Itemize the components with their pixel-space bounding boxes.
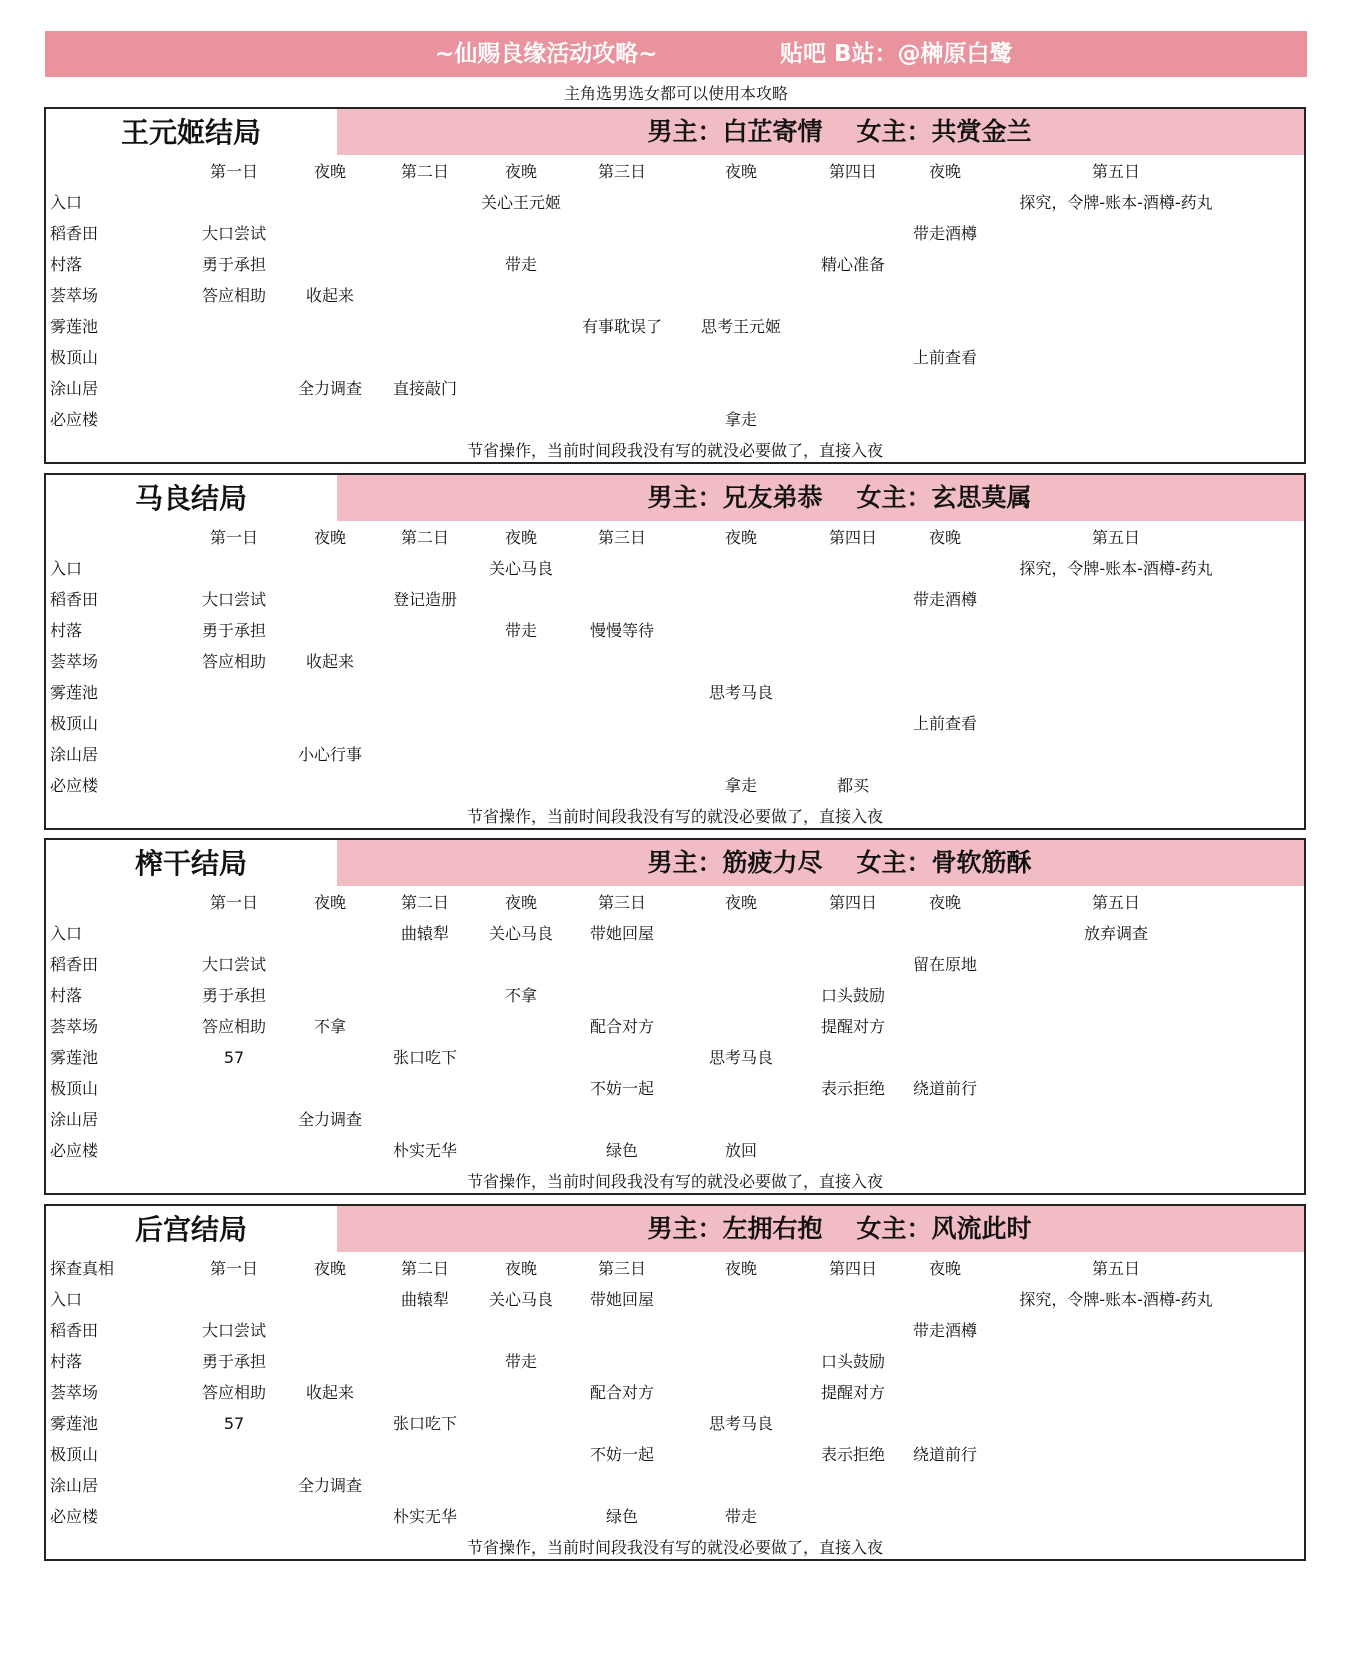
location-row — [46, 949, 1304, 980]
choice-cell: 上前查看 — [912, 714, 978, 733]
choice-cell: 思考马良 — [708, 1414, 774, 1433]
choice-cell: 关心马良 — [488, 1290, 554, 1309]
location-label: 极顶山 — [50, 348, 99, 367]
page-subtitle: 主角选男选女都可以使用本攻略 — [563, 84, 788, 103]
day-header: 第三日 — [597, 1259, 647, 1278]
choice-cell: 登记造册 — [392, 590, 458, 609]
location-label: 荟萃场 — [50, 1383, 99, 1402]
day-header: 夜晚 — [724, 893, 758, 912]
choice-cell: 小心行事 — [297, 745, 363, 764]
choice-cell: 直接敲门 — [392, 379, 458, 398]
route-band — [337, 109, 1304, 155]
choice-cell: 大口尝试 — [201, 590, 267, 609]
location-label: 村落 — [50, 1352, 83, 1371]
choice-cell: 拿走 — [724, 776, 758, 795]
author-credit: 贴吧 B站：@榊原白鹭 — [780, 41, 1013, 67]
location-row — [46, 770, 1304, 801]
choice-cell: 不拿 — [313, 1017, 347, 1036]
choice-cell: 朴实无华 — [392, 1507, 458, 1526]
day-header: 夜晚 — [313, 1259, 347, 1278]
location-label: 必应楼 — [50, 1507, 99, 1526]
choice-cell: 答应相助 — [201, 1383, 267, 1402]
location-label: 雾莲池 — [50, 1048, 99, 1067]
section-title: 后宫结局 — [134, 1213, 247, 1246]
location-label: 必应楼 — [50, 410, 99, 429]
day-header: 第二日 — [400, 528, 450, 547]
ending-section — [44, 838, 1306, 1195]
location-label: 村落 — [50, 986, 83, 1005]
route-band — [337, 840, 1304, 886]
route-names — [337, 840, 1304, 886]
location-row — [46, 1439, 1304, 1470]
day-header: 夜晚 — [504, 893, 538, 912]
choice-cell: 关心马良 — [488, 559, 554, 578]
day-header: 夜晚 — [724, 528, 758, 547]
female-route: 女主：玄思莫属 — [856, 483, 1032, 512]
location-label: 必应楼 — [50, 1141, 99, 1160]
section-footer-note: 节省操作，当前时间段我没有写的就没必要做了，直接入夜 — [466, 1172, 883, 1191]
day-header-row — [46, 1253, 1304, 1284]
section-footer-note: 节省操作，当前时间段我没有写的就没必要做了，直接入夜 — [466, 441, 883, 460]
section-title: 马良结局 — [134, 482, 247, 515]
location-label: 涂山居 — [50, 1110, 99, 1129]
choice-cell: 大口尝试 — [201, 224, 267, 243]
location-row — [46, 918, 1304, 949]
choice-cell: 思考王元姬 — [700, 317, 782, 336]
location-label: 入口 — [50, 924, 83, 943]
choice-cell: 全力调查 — [297, 1110, 363, 1129]
location-row — [46, 1011, 1304, 1042]
ending-section — [44, 473, 1306, 830]
choice-cell: 口头鼓励 — [820, 986, 886, 1005]
location-label: 稻香田 — [50, 590, 99, 609]
location-row — [46, 1104, 1304, 1135]
day-header-row — [46, 156, 1304, 187]
choice-cell: 配合对方 — [589, 1383, 655, 1402]
choice-cell: 带走酒樽 — [912, 590, 978, 609]
choice-cell: 勇于承担 — [201, 621, 267, 640]
day-header: 夜晚 — [928, 528, 962, 547]
location-row — [46, 739, 1304, 770]
location-row — [46, 1073, 1304, 1104]
location-label: 雾莲池 — [50, 1414, 99, 1433]
day-header: 夜晚 — [724, 162, 758, 181]
day-header: 夜晚 — [928, 162, 962, 181]
location-row — [46, 708, 1304, 739]
location-row — [46, 342, 1304, 373]
location-row — [46, 553, 1304, 584]
section-title: 榨干结局 — [134, 847, 247, 880]
choice-cell: 配合对方 — [589, 1017, 655, 1036]
title-banner — [45, 31, 1307, 77]
location-row — [46, 218, 1304, 249]
choice-cell: 曲辕犁 — [400, 1290, 450, 1309]
choice-cell: 探究，令牌-账本-酒樽-药丸 — [1019, 193, 1213, 212]
choice-cell: 答应相助 — [201, 652, 267, 671]
day-header: 第二日 — [400, 893, 450, 912]
location-row — [46, 1284, 1304, 1315]
choice-cell: 放弃调查 — [1083, 924, 1149, 943]
choice-cell: 带走 — [504, 255, 538, 274]
location-label: 村落 — [50, 255, 83, 274]
choice-cell: 思考马良 — [708, 1048, 774, 1067]
day-header: 第二日 — [400, 1259, 450, 1278]
location-row — [46, 615, 1304, 646]
location-row — [46, 1315, 1304, 1346]
choice-cell: 张口吃下 — [392, 1048, 458, 1067]
male-route: 男主：兄友弟恭 — [647, 483, 823, 512]
choice-cell: 提醒对方 — [820, 1383, 886, 1402]
female-route: 女主：骨软筋酥 — [856, 848, 1032, 877]
corner-label: 探查真相 — [50, 1259, 115, 1278]
choice-cell: 大口尝试 — [201, 955, 267, 974]
choice-cell: 57 — [223, 1048, 245, 1067]
day-header: 第一日 — [209, 1259, 259, 1278]
location-row — [46, 280, 1304, 311]
location-label: 涂山居 — [50, 745, 99, 764]
choice-cell: 绿色 — [605, 1507, 639, 1526]
day-header-row — [46, 522, 1304, 553]
day-header: 第五日 — [1091, 528, 1141, 547]
choice-cell: 探究，令牌-账本-酒樽-药丸 — [1019, 559, 1213, 578]
day-header: 夜晚 — [504, 528, 538, 547]
choice-cell: 思考马良 — [708, 683, 774, 702]
choice-cell: 勇于承担 — [201, 986, 267, 1005]
female-route: 女主：风流此时 — [856, 1214, 1032, 1243]
choice-cell: 有事耽误了 — [581, 317, 663, 336]
location-label: 必应楼 — [50, 776, 99, 795]
choice-cell: 不妨一起 — [589, 1445, 655, 1464]
location-label: 稻香田 — [50, 1321, 99, 1340]
location-row — [46, 311, 1304, 342]
choice-cell: 大口尝试 — [201, 1321, 267, 1340]
route-band — [337, 475, 1304, 521]
choice-cell: 收起来 — [305, 286, 355, 305]
day-header: 第五日 — [1091, 162, 1141, 181]
day-header: 第一日 — [209, 162, 259, 181]
choice-cell: 全力调查 — [297, 379, 363, 398]
choice-cell: 曲辕犁 — [400, 924, 450, 943]
day-header: 第四日 — [828, 528, 878, 547]
location-label: 稻香田 — [50, 955, 99, 974]
location-row — [46, 980, 1304, 1011]
choice-cell: 上前查看 — [912, 348, 978, 367]
choice-cell: 都买 — [836, 776, 870, 795]
ending-section — [44, 1204, 1306, 1561]
route-names — [337, 475, 1304, 521]
location-label: 入口 — [50, 559, 83, 578]
choice-cell: 全力调查 — [297, 1476, 363, 1495]
day-header: 夜晚 — [724, 1259, 758, 1278]
route-names — [337, 1206, 1304, 1252]
day-header: 第四日 — [828, 1259, 878, 1278]
choice-cell: 提醒对方 — [820, 1017, 886, 1036]
choice-cell: 带她回屋 — [589, 1290, 655, 1309]
location-label: 涂山居 — [50, 1476, 99, 1495]
day-header: 第二日 — [400, 162, 450, 181]
choice-cell: 张口吃下 — [392, 1414, 458, 1433]
choice-cell: 带走 — [504, 621, 538, 640]
choice-cell: 带走 — [724, 1507, 758, 1526]
location-label: 荟萃场 — [50, 1017, 99, 1036]
location-row — [46, 1042, 1304, 1073]
choice-cell: 关心王元姬 — [480, 193, 562, 212]
choice-cell: 带走 — [504, 1352, 538, 1371]
location-label: 荟萃场 — [50, 652, 99, 671]
location-row — [46, 584, 1304, 615]
choice-cell: 57 — [223, 1414, 245, 1433]
choice-cell: 探究，令牌-账本-酒樽-药丸 — [1019, 1290, 1213, 1309]
female-route: 女主：共赏金兰 — [856, 117, 1032, 146]
day-header: 夜晚 — [313, 893, 347, 912]
location-row — [46, 677, 1304, 708]
location-label: 极顶山 — [50, 1445, 99, 1464]
location-label: 入口 — [50, 193, 83, 212]
day-header: 第三日 — [597, 893, 647, 912]
day-header: 第三日 — [597, 162, 647, 181]
day-header: 夜晚 — [504, 162, 538, 181]
choice-cell: 表示拒绝 — [820, 1079, 886, 1098]
choice-cell: 朴实无华 — [392, 1141, 458, 1160]
choice-cell: 收起来 — [305, 1383, 355, 1402]
choice-cell: 收起来 — [305, 652, 355, 671]
choice-cell: 绿色 — [605, 1141, 639, 1160]
choice-cell: 不拿 — [504, 986, 538, 1005]
choice-cell: 放回 — [724, 1141, 758, 1160]
location-row — [46, 1377, 1304, 1408]
location-label: 稻香田 — [50, 224, 99, 243]
day-header: 第一日 — [209, 893, 259, 912]
day-header: 第五日 — [1091, 893, 1141, 912]
location-label: 入口 — [50, 1290, 83, 1309]
day-header: 第四日 — [828, 162, 878, 181]
location-label: 村落 — [50, 621, 83, 640]
location-row — [46, 249, 1304, 280]
location-row — [46, 373, 1304, 404]
location-label: 雾莲池 — [50, 317, 99, 336]
choice-cell: 绕道前行 — [912, 1445, 978, 1464]
location-label: 涂山居 — [50, 379, 99, 398]
section-title: 王元姬结局 — [120, 116, 261, 149]
choice-cell: 口头鼓励 — [820, 1352, 886, 1371]
choice-cell: 带走酒樽 — [912, 1321, 978, 1340]
choice-cell: 慢慢等待 — [589, 621, 655, 640]
day-header: 夜晚 — [504, 1259, 538, 1278]
choice-cell: 答应相助 — [201, 286, 267, 305]
route-band — [337, 1206, 1304, 1252]
day-header: 夜晚 — [928, 1259, 962, 1278]
male-route: 男主：左拥右抱 — [647, 1214, 823, 1243]
choice-cell: 勇于承担 — [201, 255, 267, 274]
location-row — [46, 187, 1304, 218]
location-label: 极顶山 — [50, 714, 99, 733]
location-row — [46, 1501, 1304, 1532]
choice-cell: 表示拒绝 — [820, 1445, 886, 1464]
location-row — [46, 646, 1304, 677]
page-title: ~仙赐良缘活动攻略~ — [435, 41, 658, 67]
day-header: 夜晚 — [313, 528, 347, 547]
choice-cell: 带走酒樽 — [912, 224, 978, 243]
location-label: 雾莲池 — [50, 683, 99, 702]
male-route: 男主：筋疲力尽 — [647, 848, 823, 877]
location-row — [46, 1346, 1304, 1377]
day-header-row — [46, 887, 1304, 918]
route-names — [337, 109, 1304, 155]
location-row — [46, 1135, 1304, 1166]
day-header: 夜晚 — [928, 893, 962, 912]
day-header: 第五日 — [1091, 1259, 1141, 1278]
location-label: 荟萃场 — [50, 286, 99, 305]
day-header: 第一日 — [209, 528, 259, 547]
choice-cell: 留在原地 — [912, 955, 978, 974]
location-row — [46, 1408, 1304, 1439]
choice-cell: 带她回屋 — [589, 924, 655, 943]
section-footer-note: 节省操作，当前时间段我没有写的就没必要做了，直接入夜 — [466, 1538, 883, 1557]
choice-cell: 拿走 — [724, 410, 758, 429]
choice-cell: 关心马良 — [488, 924, 554, 943]
choice-cell: 绕道前行 — [912, 1079, 978, 1098]
choice-cell: 答应相助 — [201, 1017, 267, 1036]
location-row — [46, 1470, 1304, 1501]
day-header: 夜晚 — [313, 162, 347, 181]
day-header: 第四日 — [828, 893, 878, 912]
choice-cell: 勇于承担 — [201, 1352, 267, 1371]
choice-cell: 不妨一起 — [589, 1079, 655, 1098]
section-footer-note: 节省操作，当前时间段我没有写的就没必要做了，直接入夜 — [466, 807, 883, 826]
location-row — [46, 404, 1304, 435]
day-header: 第三日 — [597, 528, 647, 547]
ending-section — [44, 107, 1306, 464]
choice-cell: 精心准备 — [820, 255, 886, 274]
male-route: 男主：白芷寄情 — [647, 117, 823, 146]
location-label: 极顶山 — [50, 1079, 99, 1098]
